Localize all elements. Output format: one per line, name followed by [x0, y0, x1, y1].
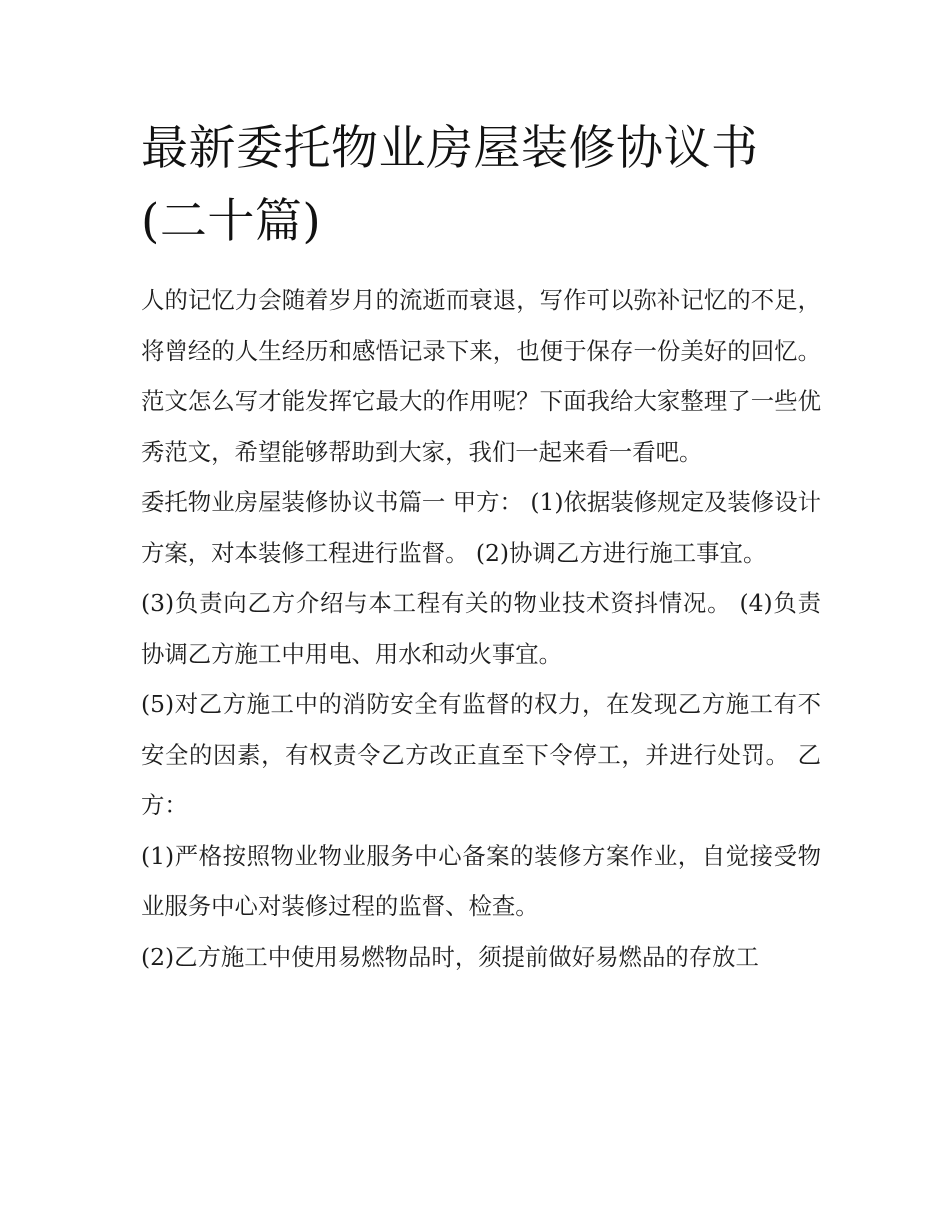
paragraph-party-b-item-2: (2)乙方施工中使用易燃物品时，须提前做好易燃品的存放工	[141, 942, 759, 971]
paragraph-item-5: (5)对乙方施工中的消防安全有监督的权力，在发现乙方施工有不安全的因素，有权责令乙方改正直至下令停工，并进行处罚。 乙方：	[141, 690, 821, 819]
intro-paragraph: 人的记忆力会随着岁月的流逝而衰退，写作可以弥补记忆的不足，将曾经的人生经历和感悟记录下来，也便于保存一份美好的回忆。范文怎么写才能发挥它最大的作用呢？下面我给大家整理了一些优秀范文，希望能够帮助到大家，我们一起来看一看吧。	[141, 286, 821, 466]
paragraph-party-b-item-1: (1)严格按照物业物业服务中心备案的装修方案作业，自觉接受物业服务中心对装修过程的监督、检查。	[141, 841, 821, 920]
paragraph-item-3-4: (3)负责向乙方介绍与本工程有关的物业技术资抖情况。 (4)负责协调乙方施工中用电、用水和动火事宜。	[141, 589, 821, 668]
paragraph-party-a-duties: 委托物业房屋装修协议书篇一 甲方： (1)依据装修规定及装修设计方案，对本装修工程进行监督。 (2)协调乙方进行施工事宜。	[141, 488, 821, 567]
document-title: 最新委托物业房屋装修协议书(二十篇)	[141, 121, 759, 249]
document-body	[141, 112, 821, 982]
